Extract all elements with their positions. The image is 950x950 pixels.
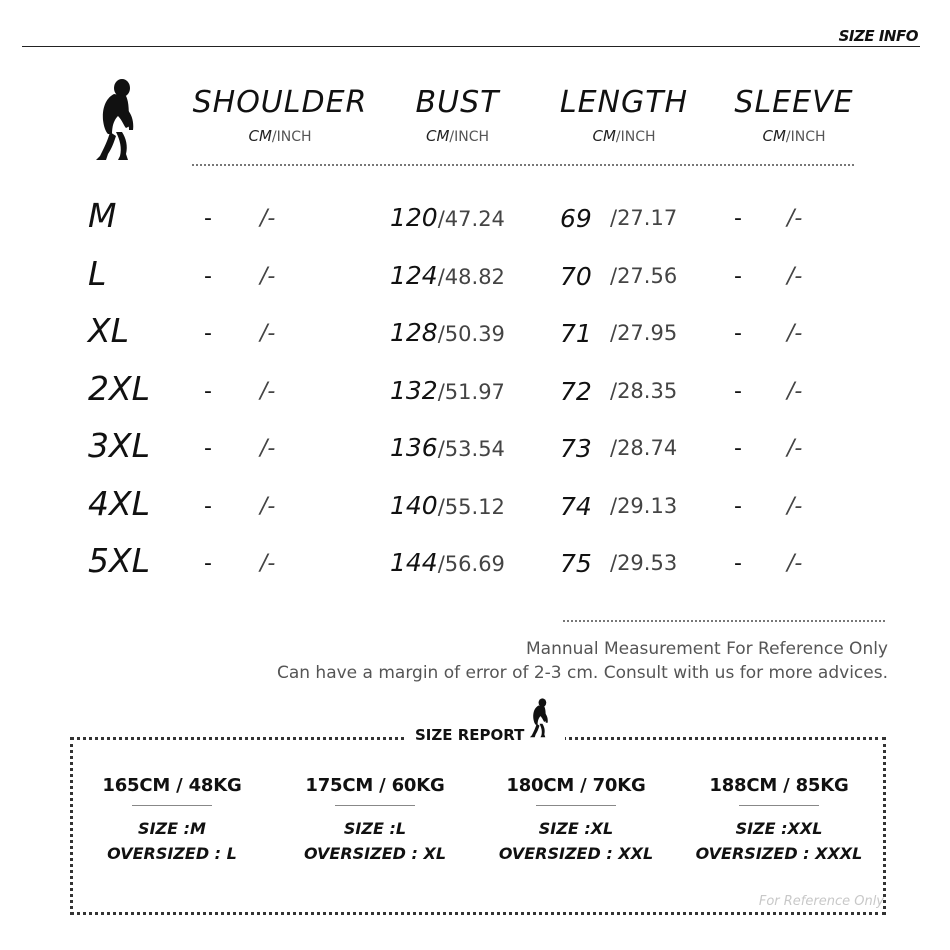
length-inch (610, 550, 677, 576)
col-unit-length (548, 127, 700, 145)
length-cm-value: 71 (560, 319, 592, 348)
bust-value (390, 491, 505, 520)
shoulder-inch: /- (260, 551, 276, 576)
sleeve-cm: - (734, 436, 742, 461)
note-line-2: Can have a margin of error of 2-3 cm. Consult with us for more advices. (276, 663, 888, 683)
length-inch (610, 320, 677, 346)
size-label: XL (88, 311, 129, 350)
length-inch-value: /27.95 (610, 321, 678, 345)
reference-footnote: For Reference Only (758, 894, 884, 909)
shoulder-cm: - (204, 379, 212, 404)
bust-inch: /55.12 (437, 495, 505, 519)
length-cm (560, 262, 592, 291)
size-label: 4XL (88, 484, 150, 523)
shoulder-inch: /- (260, 379, 276, 404)
report-height-weight: 180CM / 70KG (506, 775, 646, 796)
ape-silhouette-icon (528, 694, 552, 742)
shoulder-inch: /- (260, 436, 276, 461)
length-cm (560, 204, 592, 233)
sleeve-cm: - (734, 264, 742, 289)
shoulder-cm: - (204, 551, 212, 576)
length-inch-value: /28.35 (610, 379, 678, 403)
sleeve-inch: /- (787, 436, 803, 461)
length-cm-value: 72 (560, 377, 592, 406)
note-line-1: Mannual Measurement For Reference Only (526, 639, 888, 659)
unit-inch: /INCH (785, 129, 826, 145)
report-oversized: OVERSIZED : XXXL (695, 844, 863, 863)
report-oversized: OVERSIZED : L (107, 844, 237, 863)
length-cm-value: 75 (560, 549, 592, 578)
size-label: 2XL (88, 369, 150, 408)
length-cm (560, 492, 592, 521)
header-divider (22, 46, 920, 47)
report-divider (132, 805, 212, 806)
length-inch-value: /27.56 (610, 264, 678, 288)
page-title: SIZE INFO (838, 27, 918, 45)
col-unit-bust (385, 127, 530, 145)
report-size: SIZE :M (138, 819, 206, 838)
bust-value (390, 203, 505, 232)
size-label: M (88, 196, 117, 235)
bust-value (390, 261, 505, 290)
size-label: 5XL (88, 541, 150, 580)
report-entry (280, 775, 470, 866)
length-cm-value: 70 (560, 262, 592, 291)
sleeve-inch: /- (787, 264, 803, 289)
length-cm (560, 434, 592, 463)
col-header-length: LENGTH (559, 85, 689, 120)
length-inch-value: /28.74 (610, 436, 678, 460)
size-label: L (88, 254, 107, 293)
bust-cm: 136 (390, 433, 438, 462)
length-inch (610, 205, 677, 231)
length-cm-value: 69 (560, 204, 592, 233)
bust-value (390, 433, 505, 462)
bust-value (390, 376, 505, 405)
sleeve-inch: /- (787, 551, 803, 576)
size-label: 3XL (88, 426, 150, 465)
unit-inch: /INCH (271, 129, 312, 145)
length-cm (560, 319, 592, 348)
bust-inch: /47.24 (437, 207, 505, 231)
report-oversized: OVERSIZED : XXL (498, 844, 654, 863)
shoulder-inch: /- (260, 494, 276, 519)
shoulder-cm: - (204, 494, 212, 519)
sleeve-inch: /- (787, 494, 803, 519)
length-inch (610, 263, 677, 289)
sleeve-inch: /- (787, 321, 803, 346)
sleeve-cm: - (734, 494, 742, 519)
unit-cm: CM (762, 127, 786, 145)
report-height-weight: 188CM / 85KG (709, 775, 849, 796)
header-dotted-divider (192, 164, 854, 166)
length-cm (560, 377, 592, 406)
size-report-label: SIZE REPORT (415, 726, 525, 744)
unit-inch: /INCH (449, 129, 490, 145)
bust-value (390, 548, 505, 577)
sleeve-cm: - (734, 551, 742, 576)
shoulder-inch: /- (260, 206, 276, 231)
bust-inch: /51.97 (437, 380, 505, 404)
notes-dotted-divider (563, 620, 885, 622)
shoulder-cm: - (204, 436, 212, 461)
ape-silhouette-icon (92, 78, 142, 162)
report-size: SIZE :XL (538, 819, 614, 838)
length-cm (560, 549, 592, 578)
bust-cm: 124 (390, 261, 438, 290)
report-divider (739, 805, 819, 806)
col-header-shoulder: SHOULDER (192, 85, 368, 120)
bust-cm: 132 (390, 376, 438, 405)
bust-cm: 128 (390, 318, 438, 347)
shoulder-cm: - (204, 321, 212, 346)
sleeve-inch: /- (787, 379, 803, 404)
unit-inch: /INCH (615, 129, 656, 145)
report-divider (536, 805, 616, 806)
col-header-sleeve: SLEEVE (734, 85, 854, 120)
bust-value (390, 318, 505, 347)
length-inch-value: /27.17 (610, 206, 678, 230)
report-height-weight: 175CM / 60KG (305, 775, 445, 796)
report-height-weight: 165CM / 48KG (102, 775, 242, 796)
shoulder-cm: - (204, 206, 212, 231)
bust-cm: 120 (390, 203, 438, 232)
report-oversized: OVERSIZED : XL (303, 844, 447, 863)
length-inch (610, 435, 677, 461)
col-unit-sleeve (725, 127, 863, 145)
length-cm-value: 73 (560, 434, 592, 463)
col-unit-shoulder (185, 127, 375, 145)
bust-inch: /50.39 (437, 322, 505, 346)
sleeve-inch: /- (787, 206, 803, 231)
shoulder-cm: - (204, 264, 212, 289)
bust-cm: 140 (390, 491, 438, 520)
bust-cm: 144 (390, 548, 438, 577)
sleeve-cm: - (734, 206, 742, 231)
report-entry (481, 775, 671, 866)
length-inch-value: /29.53 (610, 551, 678, 575)
bust-inch: /48.82 (437, 265, 505, 289)
length-cm-value: 74 (560, 492, 592, 521)
report-entry (684, 775, 874, 866)
unit-cm: CM (425, 127, 450, 145)
report-entry (77, 775, 267, 866)
bust-inch: /56.69 (437, 552, 505, 576)
length-inch (610, 493, 677, 519)
sleeve-cm: - (734, 379, 742, 404)
report-size: SIZE :XXL (735, 819, 823, 838)
length-inch-value: /29.13 (610, 494, 678, 518)
bust-inch: /53.54 (437, 437, 505, 461)
unit-cm: CM (248, 127, 272, 145)
col-header-bust: BUST (415, 85, 500, 120)
shoulder-inch: /- (260, 321, 276, 346)
shoulder-inch: /- (260, 264, 276, 289)
sleeve-cm: - (734, 321, 742, 346)
report-size: SIZE :L (343, 819, 407, 838)
unit-cm: CM (592, 127, 616, 145)
report-divider (335, 805, 415, 806)
length-inch (610, 378, 677, 404)
